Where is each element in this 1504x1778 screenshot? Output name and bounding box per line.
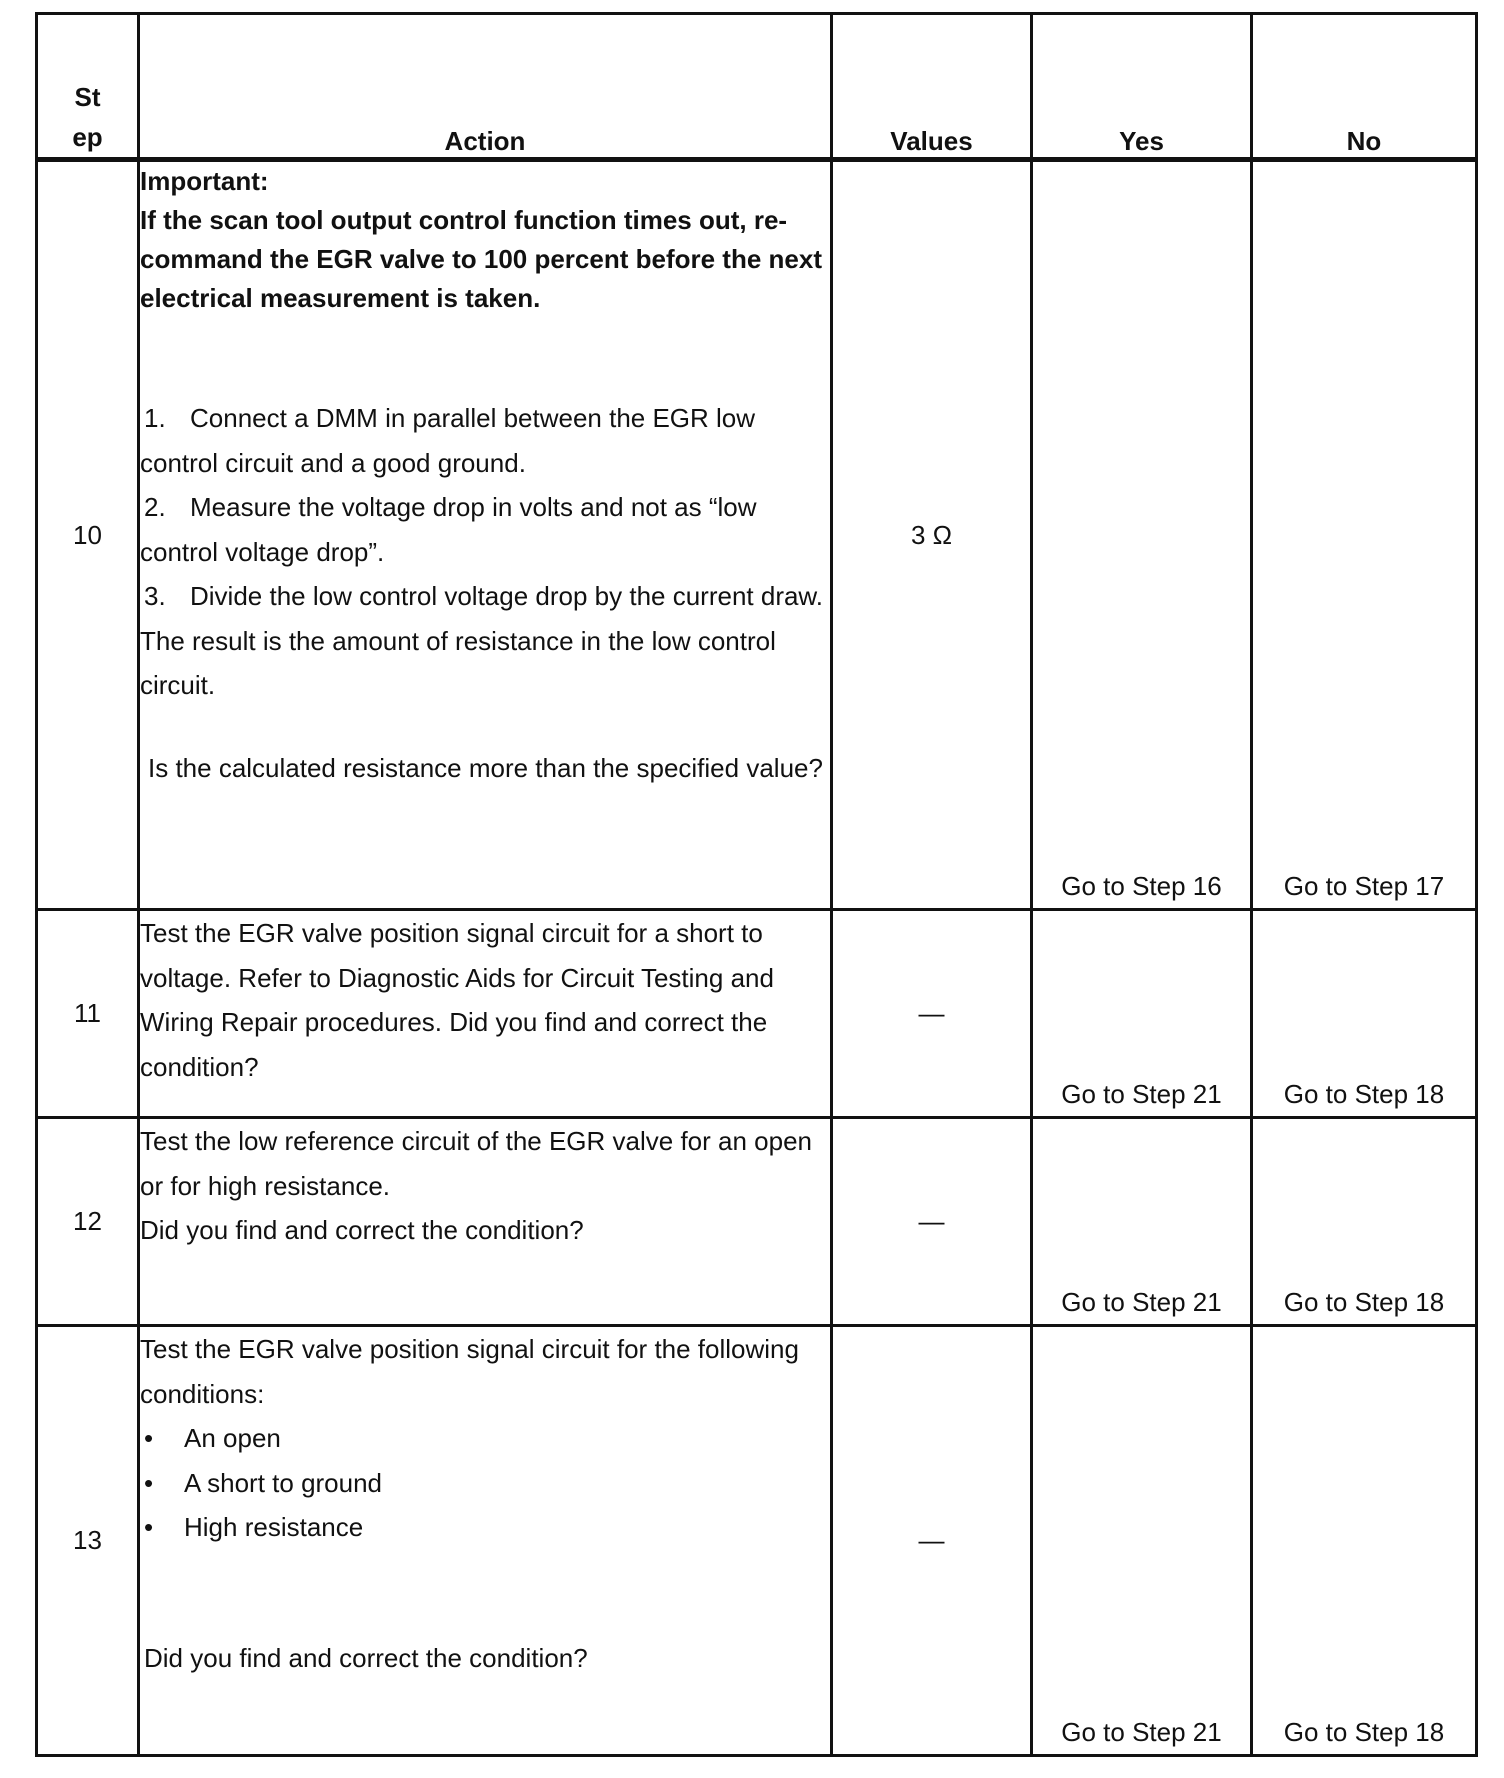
values-cell: — [832, 910, 1032, 1118]
list-item: 1. Connect a DMM in parallel between the EGR low control circuit and a good ground. [140, 403, 756, 478]
table-row-step-11 [37, 910, 1477, 1118]
question-text: Is the calculated resistance more than the specified value? [148, 752, 823, 783]
no-cell: Go to Step 18 [1252, 910, 1477, 1118]
action-cell: Test the EGR valve position signal circuit for the following conditions: • An open • A short to ground • High resistance Did you find and correct the condition? [139, 1326, 832, 1756]
no-cell: Go to Step 17 [1252, 160, 1477, 910]
values-cell: — [832, 1326, 1032, 1756]
step-number: 13 [37, 1326, 139, 1756]
diagnostic-steps-table [35, 12, 1478, 1757]
table-row-step-13 [37, 1326, 1477, 1756]
step-number: 10 [37, 160, 139, 910]
values-cell: — [832, 1118, 1032, 1326]
list-item: • An open [144, 1423, 281, 1453]
action-cell: Test the low reference circuit of the EGR valve for an open or for high resistance. Did you find and correct the condition? [139, 1118, 832, 1326]
list-item: 3. Divide the low control voltage drop by the current draw. The result is the amount of resistance in the low control circuit. [140, 581, 824, 700]
step-number: 11 [37, 910, 139, 1118]
values-cell: 3 Ω [832, 160, 1032, 910]
question-text: Did you find and correct the condition? [144, 1642, 588, 1673]
important-text: If the scan tool output control function times out, re-command the EGR valve to 100 percent before the next electrical measurement is taken. [140, 205, 822, 313]
list-item: 2. Measure the voltage drop in volts and not as “low control voltage drop”. [140, 492, 757, 567]
action-cell [139, 160, 832, 910]
important-label: Important: [140, 166, 269, 196]
yes-cell: Go to Step 21 [1032, 1118, 1252, 1326]
yes-cell: Go to Step 16 [1032, 160, 1252, 910]
yes-cell: Go to Step 21 [1032, 910, 1252, 1118]
header-action: Action [139, 14, 832, 160]
table-row-step-12 [37, 1118, 1477, 1326]
no-cell: Go to Step 18 [1252, 1118, 1477, 1326]
header-values: Values [832, 14, 1032, 160]
list-item: • High resistance [144, 1512, 364, 1542]
action-cell: Test the EGR valve position signal circuit for a short to voltage. Refer to Diagnostic Aids for Circuit Testing and Wiring Repair procedures. Did you find and correct the condition? [139, 910, 832, 1118]
header-step: St ep [37, 14, 139, 160]
no-cell: Go to Step 18 [1252, 1326, 1477, 1756]
header-no: No [1252, 14, 1477, 160]
header-row [37, 14, 1477, 160]
yes-cell: Go to Step 21 [1032, 1326, 1252, 1756]
header-yes: Yes [1032, 14, 1252, 160]
step-number: 12 [37, 1118, 139, 1326]
table-row-step-10 [37, 160, 1477, 910]
list-item: • A short to ground [144, 1467, 383, 1498]
